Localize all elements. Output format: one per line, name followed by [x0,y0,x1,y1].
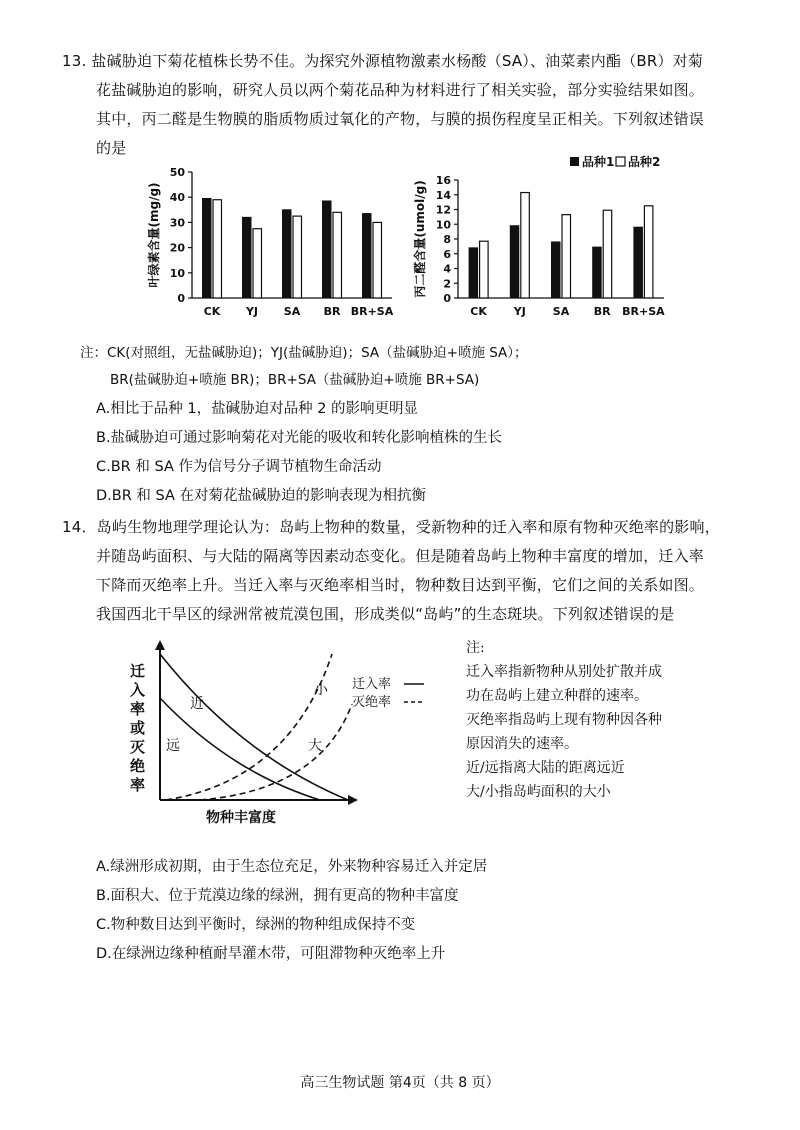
q14-option-c: C.物种数目达到平衡时，绿洲的物种组成保持不变 [96,917,416,933]
x-tick-label: BR+SA [622,305,665,318]
y-tick-label: 12 [435,203,451,217]
legend-label-series2: 品种2 [628,155,661,169]
x-tick-label: SA [552,305,570,318]
y-tick-label: 0 [177,292,185,305]
x-tick-label: BR [593,305,611,318]
mda-chart [412,174,665,318]
y-tick-label: 6 [443,247,451,261]
x-axis-title: 物种丰富度 [206,810,276,826]
bar-series1 [243,217,252,298]
y-axis-arrow [155,640,165,650]
label-near: 近 [190,696,204,712]
bar-series2 [480,241,489,298]
y-axis-title: 迁入率或灭绝率 [130,662,146,794]
bar-series2 [562,215,571,298]
q14-option-b: B.面积大、位于荒漠边缘的绿洲，拥有更高的物种丰富度 [96,888,459,904]
bar-series1 [634,227,643,298]
bar-series1 [363,214,372,298]
q14-line-1: 14．岛屿生物地理学理论认为：岛屿上物种的数量，受新物种的迁入率和原有物种灭绝率的影响， [62,518,720,536]
legend-label-series1: 品种1 [582,155,615,169]
x-tick-label: BR [323,305,341,318]
bar-series2 [603,210,612,298]
side-note-line: 大/小指岛屿面积的大小 [466,784,611,800]
y-tick-label: 40 [169,191,185,205]
q13-note-2: BR(盐碱胁迫+喷施 BR)；BR+SA（盐碱胁迫+喷施 BR+SA) [110,372,480,388]
q14-line-3: 下降而灭绝率上升。当迁入率与灭绝率相当时，物种数目达到平衡，它们之间的关系如图。 [96,576,705,594]
bar-series1 [593,247,602,298]
q14-line-4: 我国西北干旱区的绿洲常被荒漠包围，形成类似“岛屿”的生态斑块。下列叙述错误的是 [96,605,675,623]
legend-swatch-series1 [570,157,579,166]
y-tick-label: 14 [435,188,451,202]
bar-series2 [373,222,382,298]
side-note-line: 注: [466,640,485,656]
label-far: 远 [166,738,180,754]
y-tick-label: 10 [169,266,185,280]
legend-extinction: 灭绝率 [352,695,392,710]
immigration-curve-far [160,698,320,800]
q13-line-2: 花盐碱胁迫的影响，研究人员以两个菊花品种为材料进行了相关实验，部分实验结果如图。 [96,81,705,99]
bar-series1 [283,210,292,298]
side-note-line: 灭绝率指岛屿上现有物种因各种 [466,712,662,728]
q13-option-b: B.盐碱胁迫可通过影响菊花对光能的吸收和转化影响植株的生长 [96,430,503,446]
x-axis-arrow [348,795,358,805]
y-tick-label: 20 [169,241,185,255]
y-tick-label: 4 [443,262,451,276]
q13-line-1: 13. 盐碱胁迫下菊花植株长势不佳。为探究外源植物激素水杨酸（SA）、油菜素内酯（BR）对菊 [62,52,704,70]
island-chart [120,640,460,830]
q13-charts [140,148,700,338]
bar-series2 [644,206,653,298]
y-tick-label: 2 [443,277,451,291]
bar-series2 [293,216,302,298]
bar-series2 [521,193,530,298]
label-small: 小 [314,682,328,698]
y-axis-title: 丙二醛含量(umol/g) [413,180,427,298]
x-tick-label: YJ [245,305,259,318]
x-tick-label: BR+SA [350,305,394,318]
side-note-line: 近/远指离大陆的距离远近 [466,760,625,776]
chlorophyll-chart [146,166,394,318]
q14-line-2: 并随岛屿面积、与大陆的隔离等因素动态变化。但是随着岛屿上物种丰富度的增加，迁入率 [96,547,705,565]
q14-option-a: A.绿洲形成初期，由于生态位充足，外来物种容易迁入并定居 [96,859,488,875]
label-large: 大 [308,738,322,754]
bar-series1 [510,226,519,298]
q14-side-note [466,636,662,804]
q13-note-1: 注：CK(对照组，无盐碱胁迫)；YJ(盐碱胁迫)；SA（盐碱胁迫+喷施 SA）； [80,345,528,361]
q13-option-d: D.BR 和 SA 在对菊花盐碱胁迫的影响表现为相抗衡 [96,488,427,504]
y-tick-label: 16 [435,174,451,187]
chart-legend [570,154,660,169]
x-tick-label: SA [283,305,301,318]
x-tick-label: YJ [513,305,526,318]
bar-series1 [552,242,561,298]
bar-series2 [333,212,342,298]
q13-line-3: 其中，丙二醛是生物膜的脂质物质过氧化的产物，与膜的损伤程度呈正相关。下列叙述错误 [96,110,705,128]
y-tick-label: 0 [443,292,451,305]
y-tick-label: 50 [169,166,185,179]
bar-series1 [203,198,212,298]
x-tick-label: CK [203,305,221,318]
legend-immigration: 迁入率 [352,677,392,692]
q13-option-c: C.BR 和 SA 作为信号分子调节植物生命活动 [96,459,382,475]
x-tick-label: CK [470,305,487,318]
y-tick-label: 30 [169,216,185,230]
side-note-line: 迁入率指新物种从别处扩散并成 [466,664,662,680]
q14-option-d: D.在绿洲边缘种植耐旱灌木带，可阻滞物种灭绝率上升 [96,946,446,962]
y-tick-label: 10 [435,218,451,232]
bar-series1 [323,201,332,298]
side-note-line: 功在岛屿上建立种群的速率。 [466,688,648,704]
q13-line-4: 的是 [96,139,127,157]
bar-series2 [253,229,262,298]
immigration-curve-near [160,654,348,800]
y-tick-label: 8 [443,233,451,246]
bar-series2 [213,200,222,298]
side-note-line: 原因消失的速率。 [466,736,578,752]
page-footer: 高三生物试题 第4页（共 8 页） [300,1075,500,1091]
y-axis-title: 叶绿素含量(mg/g) [147,182,161,288]
q13-option-a: A.相比于品种 1，盐碱胁迫对品种 2 的影响更明显 [96,401,419,417]
legend-swatch-series2 [616,157,625,166]
bar-series1 [469,248,478,298]
